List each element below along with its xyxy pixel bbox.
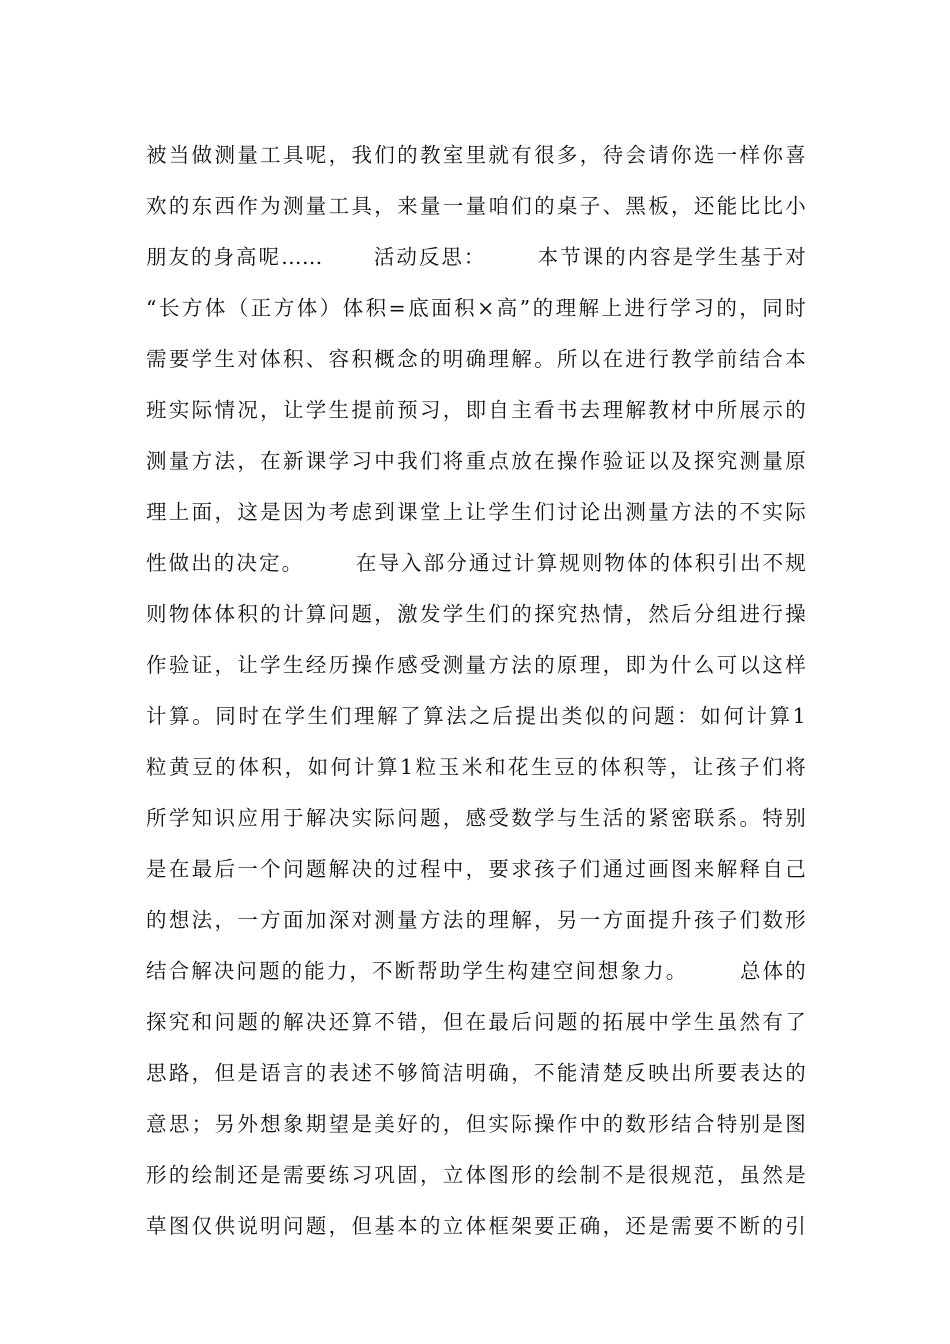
text-line: 草图仅供说明问题，但基本的立体框架要正确，还是需要不断的引 bbox=[146, 1214, 806, 1238]
text-line: 形的绘制还是需要练习巩固，立体图形的绘制不是很规范，虽然是 bbox=[146, 1163, 806, 1187]
text-line: 作验证，让学生经历操作感受测量方法的原理，即为什么可以这样 bbox=[146, 653, 806, 677]
text-line: 班实际情况，让学生提前预习，即自主看书去理解教材中所展示的 bbox=[146, 398, 806, 422]
text-line: 则物体体积的计算问题，激发学生们的探究热情，然后分组进行操 bbox=[146, 602, 806, 626]
text-line: 需要学生对体积、容积概念的明确理解。所以在进行教学前结合本 bbox=[146, 347, 806, 371]
text-line: 是在最后一个问题解决的过程中，要求孩子们通过画图来解释自己 bbox=[146, 857, 806, 881]
text-line: 探究和问题的解决还算不错，但在最后问题的拓展中学生虽然有了 bbox=[146, 1010, 806, 1034]
text-line: 被当做测量工具呢，我们的教室里就有很多，待会请你选一样你喜 bbox=[146, 143, 806, 167]
body-text bbox=[146, 130, 806, 1252]
text-line: 欢的东西作为测量工具，来量一量咱们的桌子、黑板，还能比比小 bbox=[146, 194, 806, 218]
text-line: 计算。同时在学生们理解了算法之后提出类似的问题：如何计算1 bbox=[146, 704, 806, 728]
text-line: 测量方法，在新课学习中我们将重点放在操作验证以及探究测量原 bbox=[146, 449, 806, 473]
text-line: 的想法，一方面加深对测量方法的理解，另一方面提升孩子们数形 bbox=[146, 908, 806, 932]
text-line: 朋友的身高呢…… 活动反思： 本节课的内容是学生基于对 bbox=[146, 245, 806, 269]
text-line: 所学知识应用于解决实际问题，感受数学与生活的紧密联系。特别 bbox=[146, 806, 806, 830]
text-line: 结合解决问题的能力，不断帮助学生构建空间想象力。 总体的 bbox=[146, 959, 806, 983]
text-line: 意思；另外想象期望是美好的，但实际操作中的数形结合特别是图 bbox=[146, 1112, 806, 1136]
text-line: 粒黄豆的体积，如何计算1粒玉米和花生豆的体积等，让孩子们将 bbox=[146, 755, 806, 779]
text-line: “长方体（正方体）体积=底面积×高”的理解上进行学习的，同时 bbox=[146, 296, 806, 320]
text-line: 性做出的决定。 在导入部分通过计算规则物体的体积引出不规 bbox=[146, 551, 806, 575]
text-line: 思路，但是语言的表述不够简洁明确，不能清楚反映出所要表达的 bbox=[146, 1061, 806, 1085]
text-line: 理上面，这是因为考虑到课堂上让学生们讨论出测量方法的不实际 bbox=[146, 500, 806, 524]
